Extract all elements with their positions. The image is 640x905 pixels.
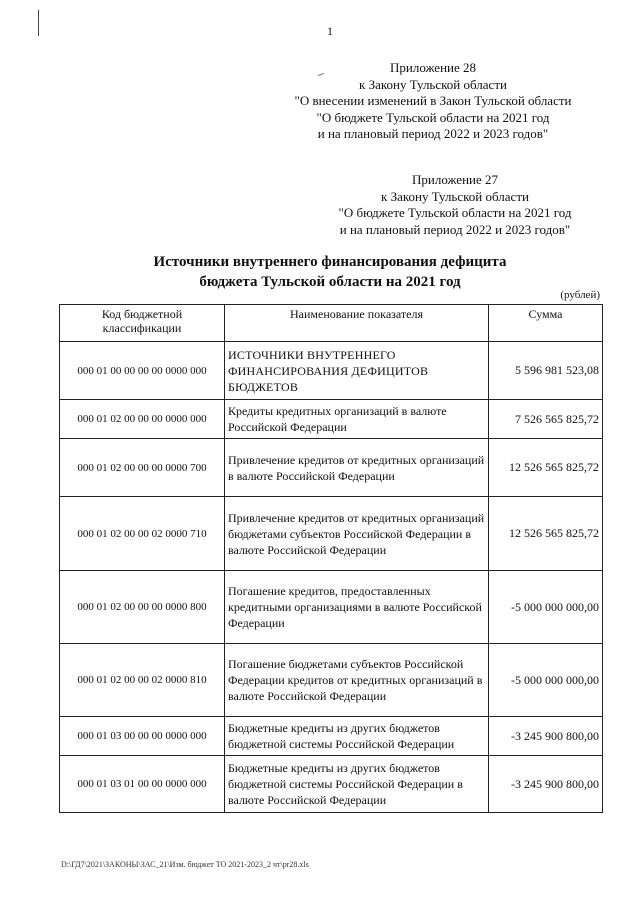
row-sum: 5 596 981 523,08 <box>489 342 603 400</box>
appendix-27-line: Приложение 27 <box>411 172 499 187</box>
document-title <box>90 252 570 292</box>
appendix-27-line: к Закону Тульской области <box>381 188 529 204</box>
row-code: 000 01 02 00 00 00 0000 000 <box>60 400 225 439</box>
appendix-28-line: Приложение 28 <box>389 60 477 75</box>
title-line-2: бюджета Тульской области на 2021 год <box>199 274 461 290</box>
row-sum: 7 526 565 825,72 <box>489 400 603 439</box>
row-sum: 12 526 565 825,72 <box>489 439 603 497</box>
row-code: 000 01 03 01 00 00 0000 000 <box>60 756 225 813</box>
units-label: (рублей) <box>560 289 600 301</box>
row-sum: -5 000 000 000,00 <box>489 644 603 717</box>
table-row <box>60 756 603 813</box>
row-code: 000 01 02 00 00 00 0000 800 <box>60 571 225 644</box>
appendix-27-line: "О бюджете Тульской области на 2021 год <box>338 205 572 220</box>
row-code: 000 01 02 00 00 00 0000 700 <box>60 439 225 497</box>
row-code: 000 01 00 00 00 00 0000 000 <box>60 342 225 400</box>
row-name: Бюджетные кредиты из других бюджетов бюджетной системы Российской Федерации в валюте Российской Федерации <box>225 756 489 813</box>
appendix-28-line: "О внесении изменений в Закон Тульской области <box>294 93 572 108</box>
row-code: 000 01 02 00 00 02 0000 810 <box>60 644 225 717</box>
row-sum: -5 000 000 000,00 <box>489 571 603 644</box>
row-name: Привлечение кредитов от кредитных организаций в валюте Российской Федерации <box>225 439 489 497</box>
table-row <box>60 400 603 439</box>
header-name: Наименование показателя <box>225 305 489 342</box>
table-row <box>60 497 603 571</box>
file-path-footer: D:\ГД7\2021\ЗАКОНЫ\ЗАС_21\Изм. бюджет ТО 2021-2023_2 чт\pr28.xls <box>61 860 309 869</box>
row-name: Погашение бюджетами субъектов Российской Федерации кредитов от кредитных организаций в валюте Российской Федерации <box>225 644 489 717</box>
appendix-27-header <box>310 172 600 238</box>
appendix-28-line: "О бюджете Тульской области на 2021 год <box>316 109 550 125</box>
row-sum: -3 245 900 800,00 <box>489 756 603 813</box>
table-row <box>60 342 603 400</box>
row-code: 000 01 03 00 00 00 0000 000 <box>60 717 225 756</box>
row-code: 000 01 02 00 00 02 0000 710 <box>60 497 225 571</box>
appendix-28-line: и на плановый период 2022 и 2023 годов" <box>317 126 549 141</box>
row-sum: 12 526 565 825,72 <box>489 497 603 571</box>
appendix-27-line: и на плановый период 2022 и 2023 годов" <box>339 221 571 237</box>
table-row <box>60 717 603 756</box>
header-code: Код бюджетной классификации <box>60 305 225 342</box>
row-name: Кредиты кредитных организаций в валюте Российской Федерации <box>225 400 489 439</box>
appendix-28-header <box>288 60 578 143</box>
row-name: Бюджетные кредиты из других бюджетов бюджетной системы Российской Федерации <box>225 717 489 756</box>
appendix-28-line: к Закону Тульской области <box>359 76 507 92</box>
row-sum: -3 245 900 800,00 <box>489 717 603 756</box>
table-row <box>60 571 603 644</box>
table-row <box>60 644 603 717</box>
title-line-1: Источники внутреннего финансирования дефицита <box>153 254 507 270</box>
table-row <box>60 439 603 497</box>
row-name: Погашение кредитов, предоставленных кредитными организациями в валюте Российской Федерации <box>225 571 489 644</box>
financing-sources-table <box>59 304 603 813</box>
table-header-row <box>60 305 603 342</box>
row-name: ИСТОЧНИКИ ВНУТРЕННЕГО ФИНАНСИРОВАНИЯ ДЕФИЦИТОВ БЮДЖЕТОВ <box>225 342 489 400</box>
header-sum: Сумма <box>489 305 603 342</box>
row-name: Привлечение кредитов от кредитных организаций бюджетами субъектов Российской Федерации в валюте Российской Федерации <box>225 497 489 571</box>
page-number: 1 <box>327 24 333 38</box>
